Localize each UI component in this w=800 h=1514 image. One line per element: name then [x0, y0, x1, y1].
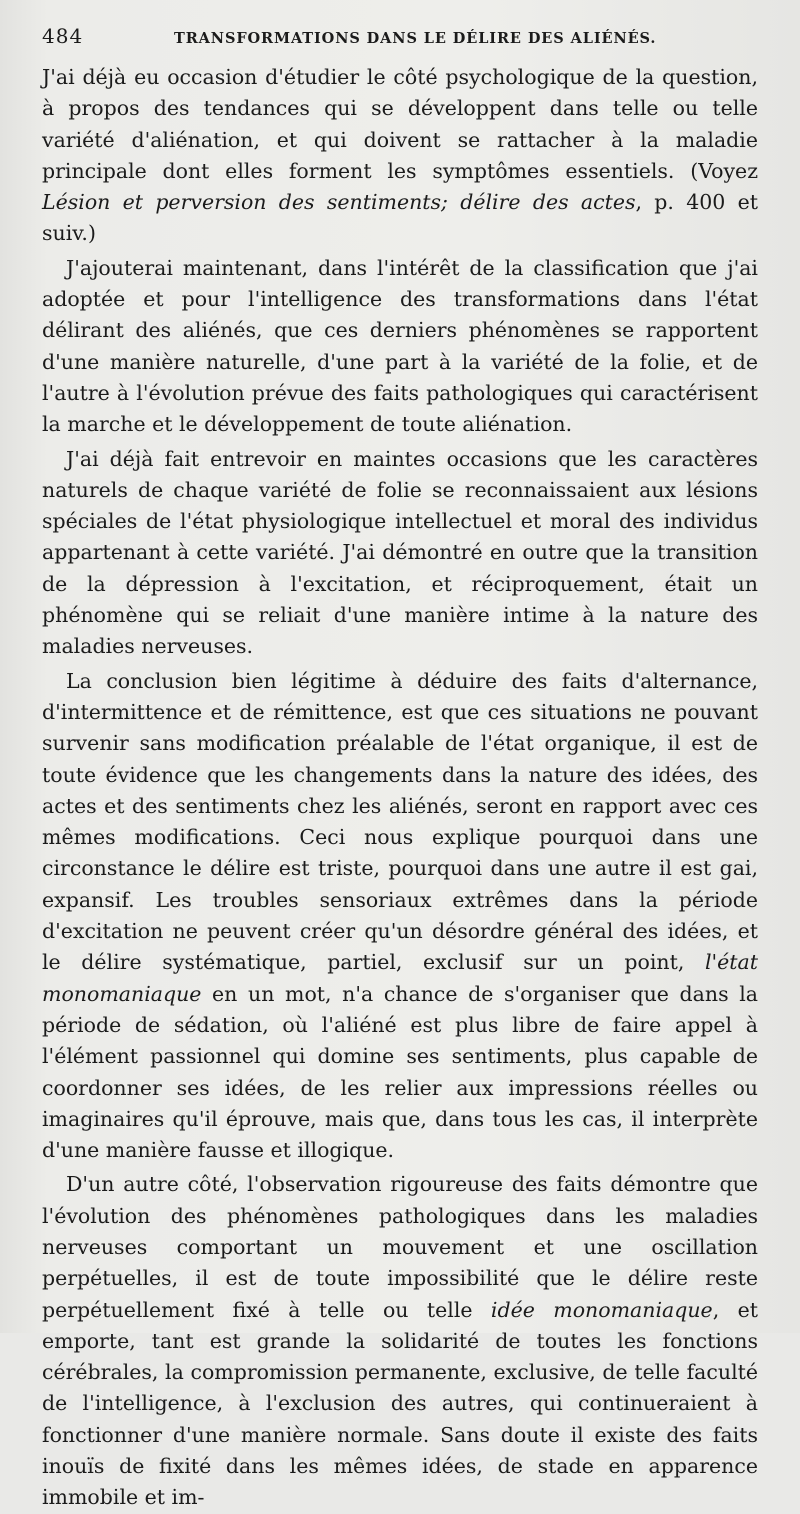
paragraph-4 [42, 666, 758, 1167]
paragraph-1-italic: Lésion et perversion des sentiments; délire des actes [42, 190, 636, 215]
paragraph-4-italic: l'état monomaniaque [42, 950, 758, 1006]
paragraph-5-text-a: D'un autre côté, l'observation rigoureuse des faits démontre que l'évolution des phénomènes pathologiques dans les maladies nerveuses comportant un mouvement et une oscillation perpétuelles, il est de toute impossibilité que le délire reste perpétuellement fixé à telle ou telle [42, 1172, 758, 1322]
paragraph-1-text-a: J'ai déjà eu occasion d'étudier le côté psychologique de la question, à propos des tendances qui se développent dans telle ou telle variété d'aliénation, et qui doivent se rattacher à la maladie principale dont elles forment les symptômes essentiels. (Voyez [42, 65, 758, 183]
paragraph-3: J'ai déjà fait entrevoir en maintes occasions que les caractères naturels de chaque variété de folie se reconnaissaient aux lésions spéciales de l'état physiologique intellectuel et moral des individus appartenant à cette variété. J'ai démontré en outre que la transition de la dépression à l'excitation, et réciproquement, était un phénomène qui se reliait d'une manière intime à la nature des maladies nerveuses. [42, 446, 758, 659]
running-head [42, 24, 758, 60]
body-text [42, 62, 758, 1514]
paragraph-5 [42, 1169, 758, 1513]
paragraph-1-text-b: , p. 400 et suiv.) [42, 190, 759, 246]
paragraph-4-text-a: La conclusion bien légitime à déduire des faits d'alternance, d'intermittence et de rémittence, est que ces situations ne pouvant survenir sans modification préalable de l'état organique, il est de toute évidence que les changements dans la nature des idées, des actes et des sentiments chez les aliénés, seront en rapport avec ces mêmes modifications. Ceci nous explique pourquoi dans une circonstance le délire est triste, pourquoi dans une autre il est gai, expansif. Les troubles sensoriaux extrêmes dans la période d'excitation ne peuvent créer qu'un désordre général des idées, et le délire systématique, partiel, exclusif sur un point, [42, 668, 758, 975]
paragraph-5-italic: idée monomaniaque [490, 1297, 713, 1322]
paragraph-4-text-b: en un mot, n'a chance de s'organiser que dans la période de sédation, où l'aliéné est plus libre de faire appel à l'élément passionnel qui domine ses sentiments, plus capable de coordonner ses idées, de les relier aux impressions réelles ou imaginaires qu'il éprouve, mais que, dans tous les cas, il interprète d'une manière fausse et illogique. [42, 981, 758, 1163]
page-number: 484 [42, 24, 84, 48]
paragraph-5-text-b: , et emporte, tant est grande la solidarité de toutes les fonctions cérébrales, la compromission permanente, exclusive, de telle faculté de l'intelligence, à l'exclusion des autres, qui continueraient à fonctionner d'une manière normale. Sans doute il existe des faits inouïs de fixité dans les mêmes idées, de stade en apparence immobile et im- [42, 1297, 758, 1510]
paragraph-2: J'ajouterai maintenant, dans l'intérêt de la classification que j'ai adoptée et pour l'intelligence des transformations dans l'état délirant des aliénés, que ces derniers phénomènes se rapportent d'une manière naturelle, d'une part à la variété de la folie, et de l'autre à l'évolution prévue des faits pathologiques qui caractérisent la marche et le développement de toute aliénation. [42, 255, 758, 437]
running-title: TRANSFORMATIONS DANS LE DÉLIRE DES ALIÉNÉS. [174, 30, 657, 47]
paragraph-1 [42, 62, 758, 250]
